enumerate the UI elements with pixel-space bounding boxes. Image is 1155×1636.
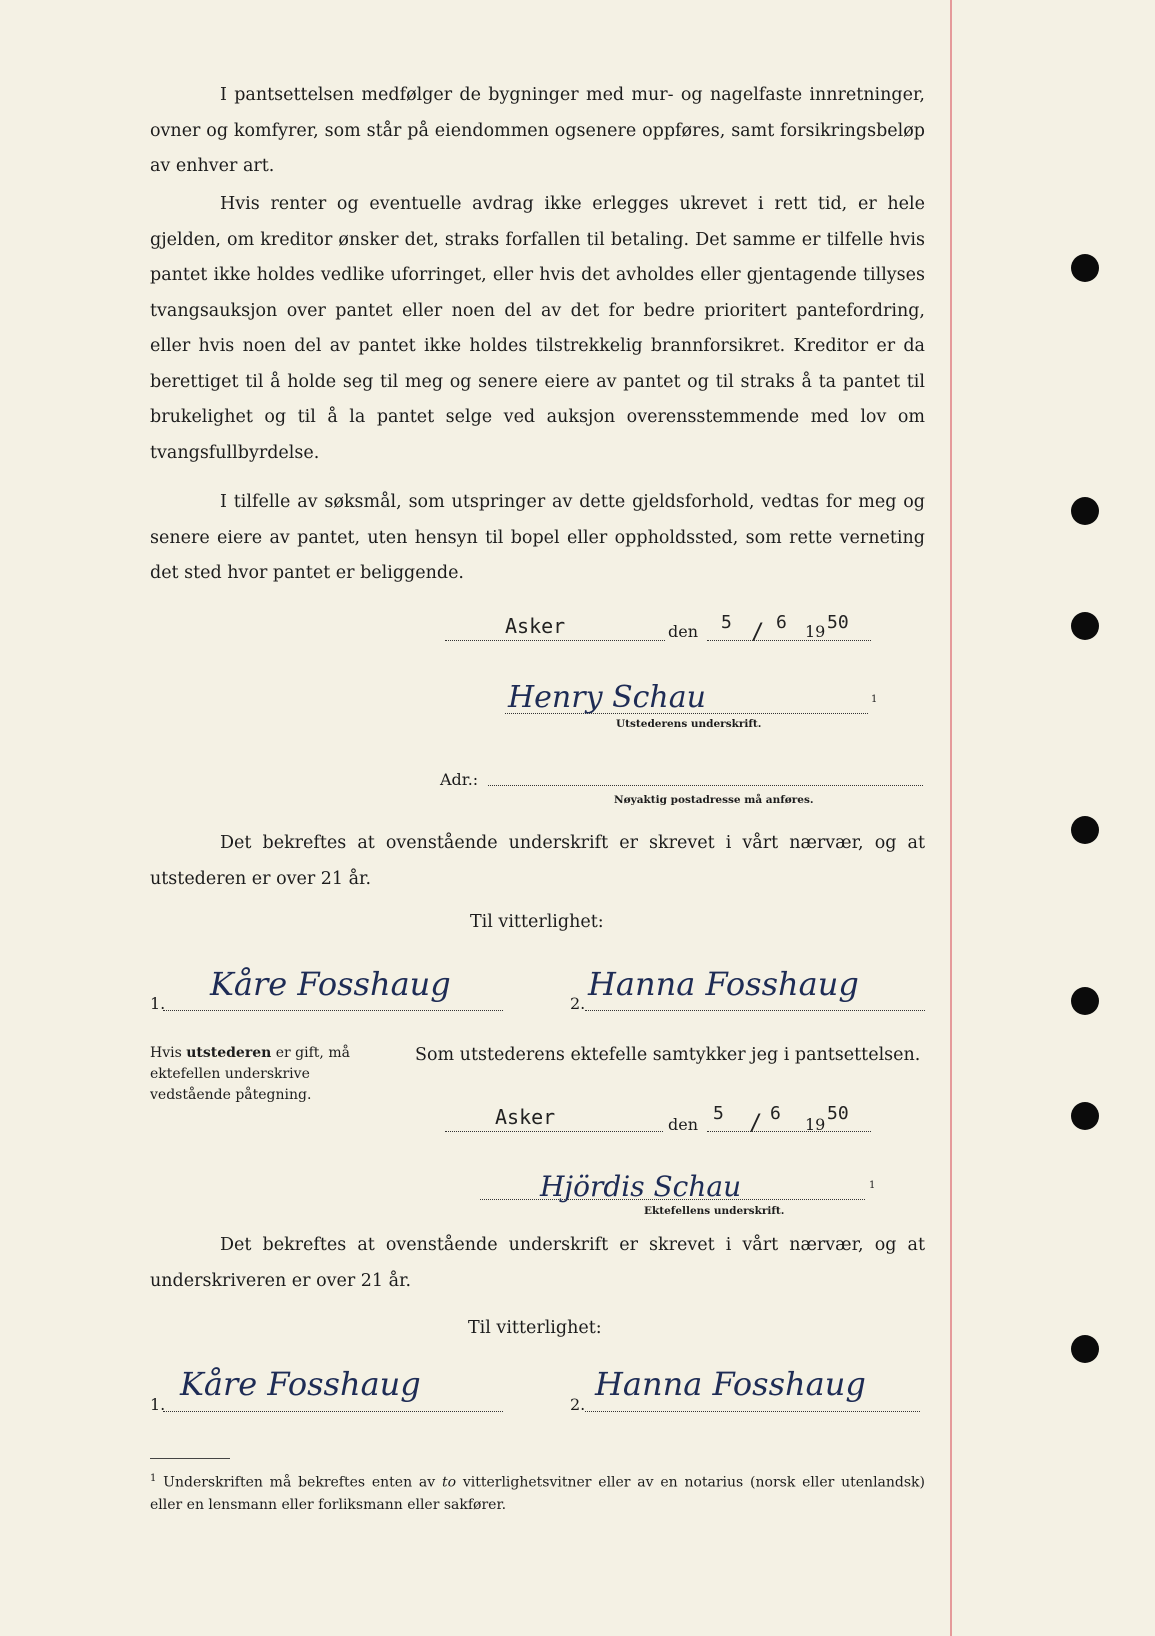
- address-dotted-line: [488, 785, 923, 786]
- spouse-month: 6: [770, 1103, 781, 1124]
- punch-hole: [1071, 987, 1099, 1015]
- witness-signature: Kåre Fosshaug: [180, 1365, 421, 1403]
- witness-heading: Til vitterlighet:: [470, 912, 604, 932]
- punch-hole: [1071, 1335, 1099, 1363]
- issuer-month: 6: [776, 612, 787, 633]
- witness-heading: Til vitterlighet:: [468, 1318, 602, 1338]
- year-prefix: 19: [805, 622, 826, 641]
- paragraph-venue: I tilfelle av søksmål, som utspringer av dette gjeldsforhold, vedtas for meg og senere eiere av pantet, uten hensyn til bopel eller oppholdssted, som rette verneting det sted hvor pantet er beliggende.: [150, 492, 925, 583]
- footnote-rule: [150, 1458, 230, 1459]
- place-dotted-line: [445, 640, 665, 641]
- witness-dotted-line: [585, 1010, 925, 1011]
- punch-hole: [1071, 254, 1099, 282]
- den-label: den: [668, 1115, 699, 1134]
- paragraph-pledge-scope: I pantsettelsen medfølger de bygninger med mur- og nagelfaste innretninger, ovner og komfyrer, som står på eiendommen ogsenere oppføres, samt forsikringsbeløp av enhver art.: [150, 85, 925, 176]
- place-dotted-line: [445, 1131, 663, 1132]
- witness-signature: Hanna Fosshaug: [588, 965, 859, 1003]
- confirmation-spouse: Det bekreftes at ovenstående underskrift er skrevet i vårt nærvær, og at underskriveren er over 21 år.: [150, 1235, 925, 1291]
- spouse-day: 5: [713, 1103, 724, 1124]
- witness-number: 2.: [570, 994, 586, 1013]
- issuer-day: 5: [721, 612, 732, 633]
- punch-hole: [1071, 816, 1099, 844]
- witness-signature: Hanna Fosshaug: [595, 1365, 866, 1403]
- punch-hole: [1071, 497, 1099, 525]
- witness-signature: Kåre Fosshaug: [210, 965, 451, 1003]
- spouse-signature: Hjördis Schau: [540, 1170, 742, 1203]
- date-slash: /: [751, 620, 765, 645]
- spouse-consent: Som utstederens ektefelle samtykker jeg i pantsettelsen.: [415, 1045, 921, 1065]
- spouse-place: Asker: [495, 1105, 556, 1129]
- witness-number: 2.: [570, 1395, 586, 1414]
- witness-number: 1.: [150, 994, 166, 1013]
- signature-caption: Utstederens underskrift.: [616, 718, 762, 730]
- spouse-side-note: Hvis utstederen er gift, må ektefellen underskrive vedstående påtegning.: [150, 1045, 350, 1103]
- issuer-signature: Henry Schau: [508, 680, 706, 715]
- date-slash: /: [749, 1111, 763, 1136]
- address-caption: Nøyaktig postadresse må anføres.: [614, 794, 814, 806]
- footnote: $^1$ Underskriften må bekreftes enten av to vitterlighetsvitner eller av en notarius (norsk eller utenlandsk) eller en lensmann eller forliksmann eller sakfører.: [150, 1473, 925, 1513]
- witness-dotted-line: [163, 1411, 503, 1412]
- witness-dotted-line: [163, 1010, 503, 1011]
- den-label: den: [668, 622, 699, 641]
- punch-hole: [1071, 612, 1099, 640]
- year-prefix: 19: [805, 1115, 826, 1134]
- spouse-year: 50: [827, 1103, 849, 1124]
- footnote-mark: 1: [871, 694, 878, 705]
- paragraph-default-terms: Hvis renter og eventuelle avdrag ikke erlegges ukrevet i rett tid, er hele gjelden, om kreditor ønsker det, straks forfallen til betaling. Det samme er tilfelle hvis pantet ikke holdes vedlike uforringet, eller hvis det avholdes eller gjentagende tillyses tvangsauksjon over pantet eller noen del av det for bedre prioritert pantefordring, eller hvis noen del av pantet ikke holdes tilstrekkelig brannforsikret. Kreditor er da berettiget til å holde seg til meg og senere eiere av pantet og til straks å ta pantet til brukelighet og til å la pantet selge ved auksjon overensstemmende med lov om tvangsfullbyrdelse.: [150, 194, 925, 463]
- margin-line: [950, 0, 952, 1636]
- issuer-place: Asker: [505, 614, 566, 638]
- address-label: Adr.:: [440, 770, 479, 789]
- witness-number: 1.: [150, 1395, 166, 1414]
- date-dotted-line: [707, 1131, 871, 1132]
- witness-dotted-line: [585, 1411, 920, 1412]
- signature-caption: Ektefellens underskrift.: [644, 1205, 785, 1217]
- date-dotted-line: [707, 640, 871, 641]
- confirmation-issuer: Det bekreftes at ovenstående underskrift er skrevet i vårt nærvær, og at utstederen er over 21 år.: [150, 833, 925, 889]
- footnote-mark: 1: [869, 1180, 876, 1191]
- issuer-year: 50: [827, 612, 849, 633]
- punch-hole: [1071, 1102, 1099, 1130]
